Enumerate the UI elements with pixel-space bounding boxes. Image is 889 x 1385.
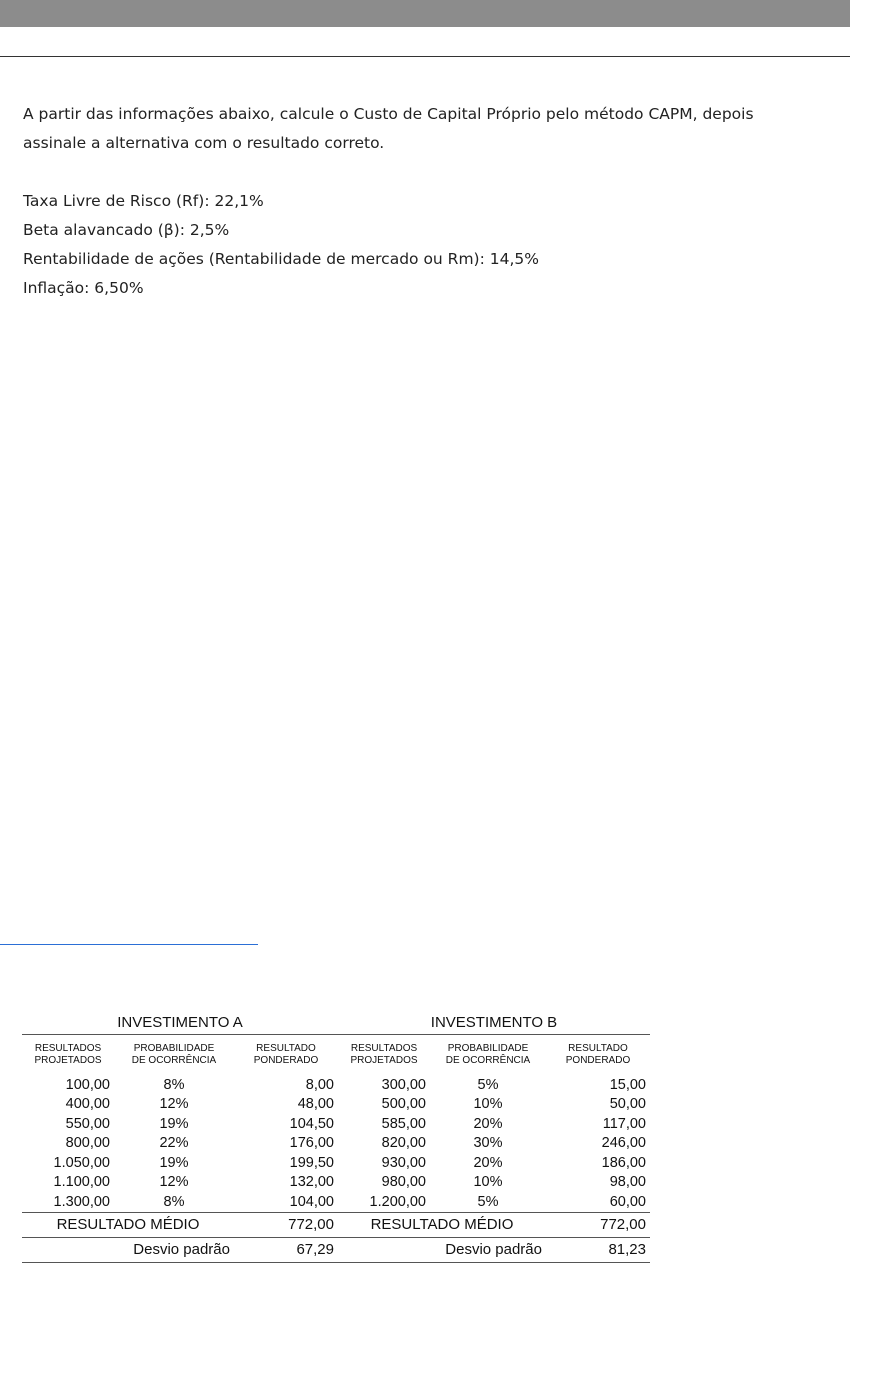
table-title-row [22,1010,650,1035]
a-probability: 8% [163,1076,185,1093]
header-resultado-ponderado-a: RESULTADO PONDERADO [253,1043,319,1066]
b-weighted: 186,00 [601,1154,646,1171]
investment-b-title: INVESTIMENTO B [338,1010,650,1035]
b-probability: 10% [473,1096,503,1113]
header-divider [0,56,850,57]
table-row [22,1153,650,1173]
beta: Beta alavancado (β): 2,5% [23,221,230,239]
b-probability: 10% [473,1174,503,1191]
investment-table [22,1010,650,1263]
b-weighted: 98,00 [609,1174,646,1191]
b-probability: 5% [477,1193,499,1210]
a-weighted: 199,50 [289,1154,334,1171]
risk-free-rate: Taxa Livre de Risco (Rf): 22,1% [23,192,264,210]
header-resultados-projetados-b: RESULTADOS PROJETADOS [350,1043,418,1066]
b-projected: 300,00 [381,1076,426,1093]
a-probability: 12% [159,1096,189,1113]
a-projected: 100,00 [65,1076,110,1093]
std-dev-row [22,1237,650,1262]
a-weighted: 104,50 [289,1115,334,1132]
b-probability: 5% [477,1076,499,1093]
average-result-row [22,1212,650,1237]
a-projected: 550,00 [65,1115,110,1132]
a-projected: 800,00 [65,1135,110,1152]
a-weighted: 132,00 [289,1174,334,1191]
header-resultado-ponderado-b: RESULTADO PONDERADO [565,1043,631,1066]
b-weighted: 15,00 [609,1076,646,1093]
a-weighted: 176,00 [289,1135,334,1152]
paragraph-gap [23,158,883,187]
b-weighted: 117,00 [602,1115,646,1132]
average-value-a: 772,00 [234,1212,338,1237]
b-weighted: 50,00 [609,1096,646,1113]
table-row [22,1114,650,1134]
header-probabilidade-b: PROBABILIDADE DE OCORRÊNCIA [445,1043,531,1066]
std-dev-value-a: 67,29 [234,1237,338,1262]
top-header-bar [0,0,850,27]
a-probability: 8% [163,1193,185,1210]
b-projected: 500,00 [381,1096,426,1113]
average-label-b: RESULTADO MÉDIO [338,1212,546,1237]
header-probabilidade-a: PROBABILIDADE DE OCORRÊNCIA [131,1043,217,1066]
b-probability: 20% [473,1115,503,1132]
std-dev-label-b: Desvio padrão [338,1237,546,1262]
investment-a-title: INVESTIMENTO A [22,1010,338,1035]
b-projected: 585,00 [381,1115,426,1132]
link-underline[interactable] [0,944,258,945]
b-weighted: 60,00 [609,1193,646,1210]
a-weighted: 104,00 [289,1193,334,1210]
header-resultados-projetados-a: RESULTADOS PROJETADOS [34,1043,102,1066]
b-projected: 930,00 [381,1154,426,1171]
inflation: Inflação: 6,50% [23,279,144,297]
a-projected: 1.050,00 [53,1154,110,1171]
b-projected: 820,00 [381,1135,426,1152]
table-row [22,1075,650,1095]
a-probability: 19% [159,1115,189,1132]
table-row [22,1095,650,1115]
a-probability: 22% [159,1135,189,1152]
std-dev-value-b: 81,23 [546,1237,650,1262]
table-row [22,1134,650,1154]
average-label-a: RESULTADO MÉDIO [22,1212,234,1237]
a-projected: 1.100,00 [53,1174,110,1191]
average-value-b: 772,00 [546,1212,650,1237]
b-projected: 980,00 [381,1174,426,1191]
a-weighted: 8,00 [305,1076,334,1093]
question-text [23,100,883,303]
table-row [22,1173,650,1193]
a-probability: 12% [159,1174,189,1191]
question-line-2: assinale a alternativa com o resultado correto. [23,134,385,152]
market-return: Rentabilidade de ações (Rentabilidade de mercado ou Rm): 14,5% [23,250,539,268]
b-probability: 20% [473,1154,503,1171]
a-projected: 400,00 [65,1096,110,1113]
a-probability: 19% [159,1154,189,1171]
table-header-row [22,1035,650,1076]
b-probability: 30% [473,1135,503,1152]
b-weighted: 246,00 [601,1135,646,1152]
a-projected: 1.300,00 [53,1193,110,1210]
std-dev-label-a: Desvio padrão [22,1237,234,1262]
question-line-1: A partir das informações abaixo, calcule o Custo de Capital Próprio pelo método CAPM, depois [23,105,754,123]
b-projected: 1.200,00 [369,1193,426,1210]
table-row [22,1192,650,1212]
a-weighted: 48,00 [297,1096,334,1113]
